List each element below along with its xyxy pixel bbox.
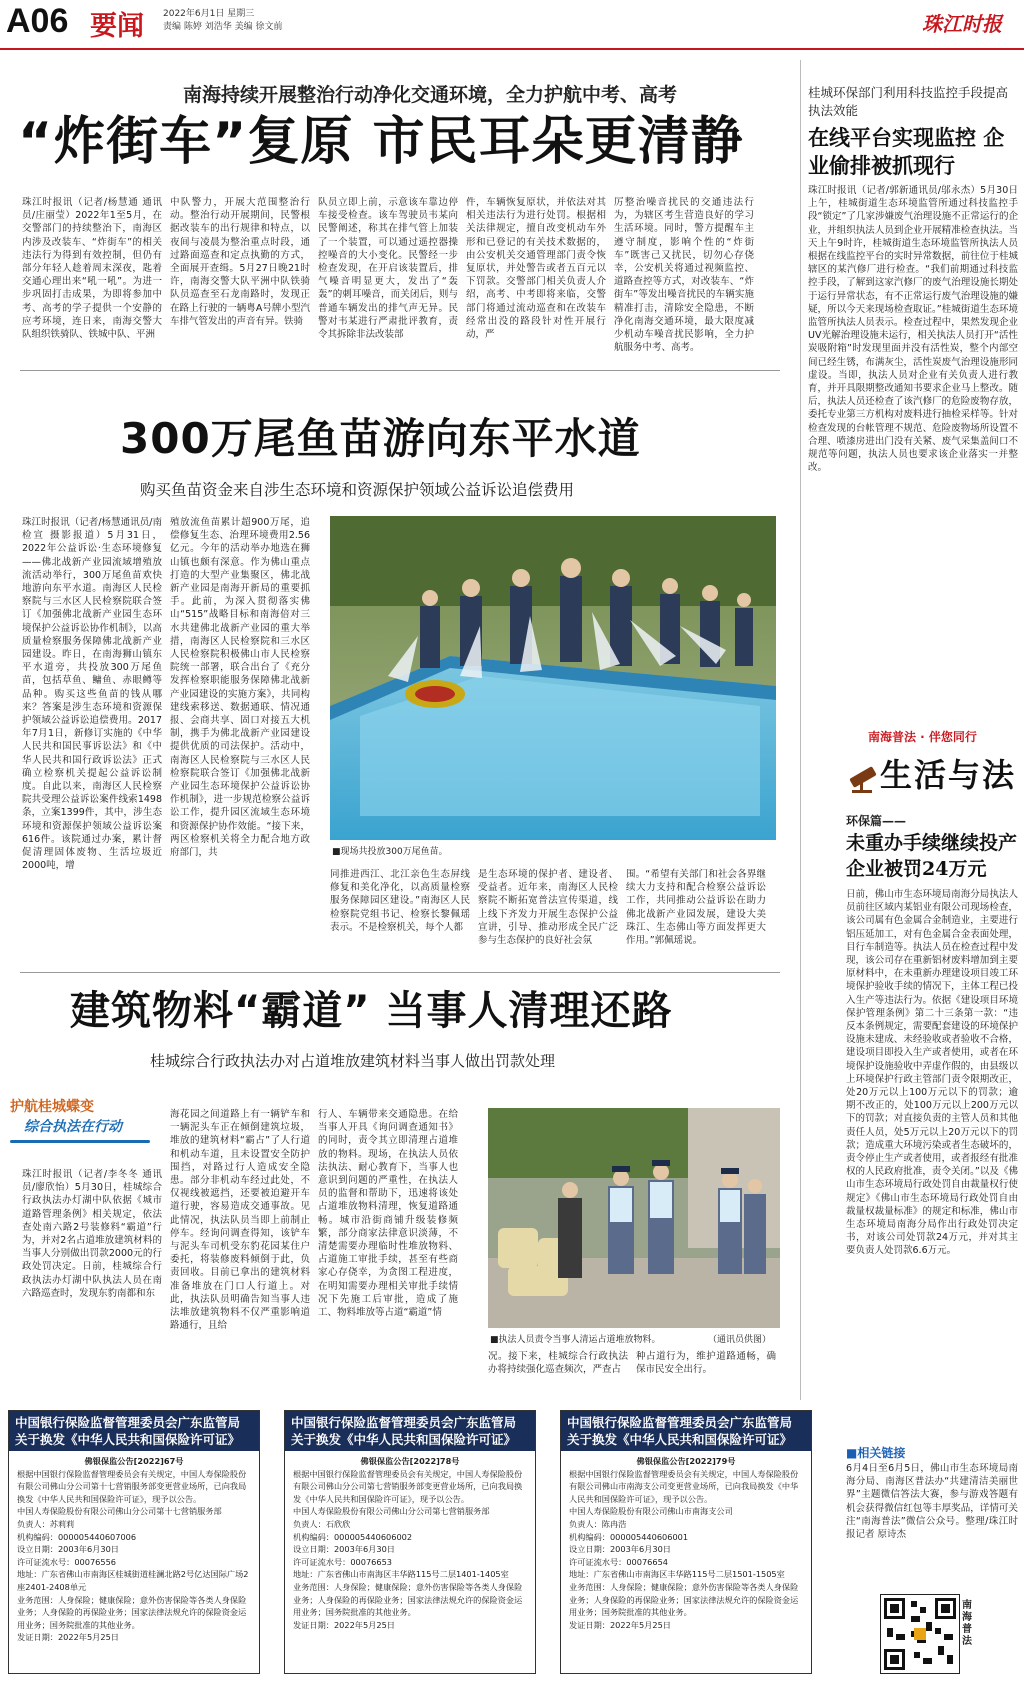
notice-header: [285, 1411, 535, 1451]
insurance-notice-3: [560, 1410, 812, 1674]
story3-col-5: 种占道行为，维护道路通畅，确保市民安全出行。: [636, 1351, 776, 1376]
notice-header-line-2: 关于换发《中华人民共和国保险许可证》: [15, 1432, 241, 1447]
notice-line: 负责人：陈冉浩: [569, 1518, 627, 1529]
notice-line: 中国人寿保险股份有限公司佛山市南海支公司: [569, 1506, 733, 1517]
enforcement-photo: [488, 1108, 780, 1328]
insurance-notice-1: [8, 1410, 260, 1674]
divider: [20, 972, 780, 973]
notice-header-line-2: 关于换发《中华人民共和国保险许可证》: [567, 1432, 793, 1447]
notice-line: 设立日期：2003年6月30日: [569, 1544, 671, 1555]
story2-col-2: 殖放流鱼苗累计超900万尾，追偿修复生态、治理环境费用2.56亿元。今年的活动举办地选在狮山镇也颇有深意。作为佛山重点打造的大型产业集聚区，佛北战新产业园是南海开新局的重要抓手。此前，为深入贯彻落实佛山“515”战略目标和南海倍对三水共建佛北战新产业园的重大举措，南海区人民检察院和三水区人民检察院积极佛山市人民检察院统一部署，联合出台了《充分发挥检察职能服务保障佛北战新产业园建设的实施方案》，共同构建线索移送、数据通联、情况通报、会商共享、固口对接五大机制，携手为佛北战新产业园建设提供优质的司法保护。活动中，南海区人民检察院与三水区人民检察院联合签订《加强佛北战新产业园生态环境保护公益诉讼协作机制》，进一步规范检察公益诉讼工作，提升园区流域生态环境和资源保护协作效能。“接下来，两区检察机关将全力配合地方政府部门，共: [170, 517, 310, 859]
story3-col-4: 况。接下来，桂城综合行政执法办将持续强化巡查频次，严查占: [488, 1351, 628, 1376]
enforcement-photo-art: [488, 1108, 780, 1328]
story2-col-5: 围。“希望有关部门和社会各界继续大力支持和配合检察公益诉讼工作，共同推动公益诉讼在助力佛北战新产业园发展，建设大美珠江、生态佛山等方面发挥更大作用。”郭佩瑶说。: [626, 869, 766, 947]
story2-headline: 300万尾鱼苗游向东平水道: [120, 414, 641, 463]
sidebar1-kicker: 桂城环保部门利用科技监控手段提高执法效能: [808, 85, 1009, 118]
story1-headline: “炸街车”复原 市民耳朵更清静: [18, 112, 744, 172]
issue-date: 2022年6月1日 星期三: [163, 9, 255, 19]
story1-col-4: 件，车辆恢复原状，并依法对其相关违法行为进行处罚。根据相关法律规定，擅自改变机动车外形和已登记的有关技术数据的，由公安机关交通管理部门责令恢复原状，并处警告或者五百元以下罚款。交警部门相关负责人介绍，高考、中考即将来临，交警部门将通过流动巡查和在改装车经常出没的路段针对性开展行动，严: [466, 197, 606, 341]
notice-line: 负责人：石欣欣: [293, 1518, 351, 1529]
page-number: A06: [6, 2, 69, 40]
notice-line: 业务范围：人身保险；健康保险；意外伤害保险等各类人身保险业务；人身保险的再保险业务；国家法律法规允许的保险资金运用业务；国务院批准的其他业务。: [17, 1594, 247, 1630]
masthead-rule: [0, 48, 1024, 50]
story1-col-3: 队员立即上前，示意该车靠边停车接受检查。该车驾驶员韦某向民警阐述，称其在排气管上加装了一个装置，可以通过遥控器操控噪音的大小变化。民警经一步检查发现，在开启该装置后，排气噪音明显更大，发出了“轰轰”的刺耳噪音，而关闭后，则与普通车辆发出的排气声无异。民警对韦某进行严肃批评教育，责令其拆除非法改装部: [318, 197, 458, 341]
newspaper-logo: 珠江时报: [922, 12, 1002, 36]
story3-col-3: 行人、车辆带来交通隐患。在给当事人开具《询问调查通知书》的同时，责令其立即清理占道堆放的物料。现场，在执法人员依法执法、耐心教育下，当事人也意识到问题的严重性，在执法人员的监督和帮助下，迅速将该处占道堆放物料清理，恢复道路通畅。城市沿街商铺升级装修频繁，部分商家法律意识淡薄，不清楚需要办理临时性堆放物料、占道施工审批手续，甚至有些商家心存侥幸，为贪图工程进度，在明知需要办理相关审批手续情况下先施工后审批，造成了施工、物料堆放等占道“霸道”情: [318, 1109, 458, 1319]
notice-line: 中国人寿保险股份有限公司佛山分公司第七营销服务部: [293, 1506, 490, 1517]
notice-header-line-1: 中国银行保险监督管理委员会广东监管局: [567, 1415, 793, 1430]
sidebar1-headline: 在线平台实现监控 企业偷排被抓现行: [808, 125, 1005, 178]
notice-header: [9, 1411, 259, 1451]
story1-col-5: 厉整治噪音扰民的交通违法行为，为辖区考生营造良好的学习生活环境。同时，警方提醒车主遵守制度，影响个性的“炸街车”既害己又扰民，切勿心存侥幸，公安机关将通过视频监控、道路查控等方式，对改装车、“炸街车”等发出噪音扰民的车辆实施精准打击，清除安全隐患，不断净化南海交通环境，最大限度减少机动车噪音扰民影响，全力护航服务中考、高考。: [614, 197, 754, 354]
notice-line: 地址：广东省佛山市南海区丰华路115号二层1501-1505室: [569, 1569, 785, 1580]
story1-col-2: 中队警力，开展大范围整治行动。整治行动开展期间，民警根据改装车的出行规律和特点，以夜间与凌晨为整治重点时段，通过路面巡查和定点执勤的方式，全面展开查缉。5月27日晚21时许，南海交警大队平洲中队铁骑队员巡查至石龙南路时，发现正在路上行驶的一辆粤A号牌小型汽车排气管发出的声音有异。铁骑: [170, 197, 310, 327]
notice-intro: 根据中国银行保险监督管理委员会有关规定，中国人寿保险股份有限公司佛山分公司第七营销服务部变更营业场所，已向我局换发《中华人民共和国保险许可证》，现予以公告。: [293, 1468, 523, 1504]
fish-release-photo-art: [330, 516, 776, 840]
notice-header-line-1: 中国银行保险监督管理委员会广东监管局: [15, 1415, 241, 1430]
related-link-body: 6月4日至6月5日，佛山市生态环境局南海分局、南海区普法办“共建清洁美丽世界”主题微信答法大赛，参与游戏答题有机会获得微信红包等丰厚奖品，详情可关注“南海普法”微信公众号。整理/珠江时报记者 原诗杰: [846, 1463, 1018, 1541]
qr-label: 南海普法: [962, 1600, 972, 1647]
notice-doc-no: 佛银保监公告[2022]78号: [360, 1456, 460, 1466]
story3-col-1: 珠江时报讯（记者/李冬冬 通讯员/廖欣怡）5月30日，桂城综合行政执法办灯湖中队依据《城市道路管理条例》相关规定，依法查处南六路2号装修料“霸道”行为，并对2名占道堆放建筑材料的当事人分别做出罚款2000元的行政处罚决定。日前，桂城综合行政执法办灯湖中队执法人员在南六路巡查时，发现东豹南都和东: [22, 1169, 162, 1299]
notice-line: 中国人寿保险股份有限公司佛山分公司第十七营销服务部: [17, 1506, 222, 1517]
notice-line: 机构编码：000005440606002: [293, 1531, 413, 1542]
column-divider: [800, 60, 801, 1400]
story3-col-2: 海花园之间道路上有一辆铲车和一辆泥头车正在倾倒建筑垃圾，堆放的建筑材料“霸占”了人行道和机动车道，且未设置安全防护围挡，对路过行人造成安全隐患。部分非机动车经过此处，不仅视线被遮挡，还要被迫避开车道行驶，容易造成交通事故。见此情况，执法队员当即上前制止停车。经询问调查得知，该铲车与泥头车司机受东豹花园某住户委托，将装修废料倾倒于此，负责回收。目前已拿出的建筑材料准备堆放在门口人行道上。对此，执法队员明确告知当事人违法堆放建筑物料不仅严重影响道路通行，且给: [170, 1109, 310, 1332]
enforcement-badge: [10, 1096, 160, 1158]
sidebar2-logo: [846, 748, 1016, 794]
notice-line: 业务范围：人身保险；健康保险；意外伤害保险等各类人身保险业务；人身保险的再保险业务；国家法律法规允许的保险资金运用业务；国务院批准的其他业务。: [293, 1581, 523, 1618]
notice-body: [561, 1451, 811, 1635]
story2-col-4: 是生态环境的保护者、建设者、受益者。近年来，南海区人民检察院不断拓宽普法宣传渠道，线上线下齐发力开展生态保护公益宣讲，引导、推动形成全民广泛参与生态保护的良好社会氛: [478, 869, 618, 947]
notice-line: 许可证流水号：00076654: [569, 1556, 668, 1567]
story2-col-3: 同推进西江、北江亲色生态屏线修复和美化净化，以高质量检察服务保障园区建设。”南海区人民检察院党组书记、检察长黎佩瑶表示。不是检察机关，每个人都: [330, 869, 470, 933]
story1-col-1: 珠江时报讯（记者/杨慧通 通讯员/庄丽莹）2022年1至5月，在交警部门的持续整治下，南海区内涉及改装车、“炸街车”的相关违法行为得到有效控制，但仍有部分年轻人趁着周末深夜，匙着交通心理出来“吼一吼”。为进一步巩固打击成果，为即将参加中考、高考的学子提供一个安静的应考环境，连日来，南海交警大队组织铁骑队、铁城中队、平洲: [22, 197, 162, 341]
notice-line: 业务范围：人身保险；健康保险；意外伤害保险等各类人身保险业务；人身保险的再保险业务；国家法律法规允许的保险资金运用业务；国务院批准的其他业务。: [569, 1581, 799, 1618]
editor-credits: 责编 陈婷 刘浩华 美编 徐文前: [163, 22, 283, 32]
qr-code-pattern: [881, 1595, 959, 1673]
notice-header: [561, 1411, 811, 1451]
divider: [20, 370, 780, 371]
fish-release-photo: [330, 516, 776, 840]
story1-subhead: 南海持续开展整治行动净化交通环境，全力护航中考、高考: [182, 84, 677, 106]
story2-col-1: 珠江时报讯（记者/杨慧通讯员/南检宣 摄影报道）5月31日，2022年公益诉讼·生态环境修复——佛北战新产业园流域增殖放流活动举行，300万尾鱼苗欢快地游向东平水道。南海区人民检察院与三水区人民检察院联合签订《加强佛北战新产业园生态环境保护公益诉讼协作机制》，以高质量检察服务保障佛北战新产业园建设。昨日，在南海狮山镇东平水道旁，共投放300万尾鱼苗，包括草鱼、鳙鱼、赤眼鳟等品种。购买这些鱼苗的钱从哪来？答案是涉生态环境和资源保护领域公益诉讼追偿费用。2017年7月1日，新修订实施的《中华人民共和国民事诉讼法》和《中华人民共和国行政诉讼法》正式确立检察机关提起公益诉讼制度。自此以来，南海区人民检察院共受理公益诉讼案件线索1498条，立案1399件，其中，涉生态环境和资源保护领域公益诉讼案616件。该院通过办案，累计督促清理固体废物、生活垃圾近2000吨，增: [22, 517, 162, 872]
sidebar2-headline: 未重办手续继续投产 企业被罚24万元: [846, 832, 1018, 880]
badge-line-2: 综合执法在行动: [24, 1119, 122, 1135]
notice-line: 发证日期：2022年5月25日: [293, 1619, 395, 1630]
story3-headline: 建筑物料“霸道” 当事人清理还路: [70, 988, 673, 1034]
notice-intro: 根据中国银行保险监督管理委员会有关规定，中国人寿保险股份有限公司佛山分公司第十七营销服务部变更营业场所，已向我局换发《中华人民共和国保险许可证》，现予以公告。: [17, 1468, 247, 1504]
badge-underline: [10, 1140, 150, 1143]
sidebar2-badge: 南海普法 · 伴您同行: [868, 730, 977, 744]
story3-subhead: 桂城综合行政执法办对占道堆放建筑材料当事人做出罚款处理: [150, 1052, 556, 1070]
badge-line-1: 护航桂城蝶变: [10, 1099, 94, 1115]
enforcement-photo-caption: ■执法人员责令当事人清运占道堆放物料。: [490, 1335, 661, 1345]
notice-line: 设立日期：2003年6月30日: [17, 1544, 119, 1555]
qr-code-icon[interactable]: [880, 1594, 960, 1674]
notice-doc-no: 佛银保监公告[2022]79号: [636, 1456, 736, 1466]
notice-line: 设立日期：2003年6月30日: [293, 1544, 395, 1555]
fish-photo-caption: ■现场共投放300万尾鱼苗。: [332, 847, 448, 857]
notice-line: 许可证流水号：00076556: [17, 1556, 116, 1567]
notice-line: 许可证流水号：00076653: [293, 1556, 392, 1567]
insurance-notice-2: [284, 1410, 536, 1674]
notice-header-line-2: 关于换发《中华人民共和国保险许可证》: [291, 1432, 517, 1447]
notice-line: 发证日期：2022年5月25日: [569, 1619, 671, 1630]
notice-line: 地址：广东省佛山市南海区丰华路115号二层1401-1405室: [293, 1569, 509, 1580]
notice-line: 发证日期：2022年5月25日: [17, 1632, 119, 1643]
enforcement-photo-credit: （通讯员供图）: [708, 1335, 772, 1345]
notice-line: 机构编码：000005440607006: [17, 1531, 137, 1542]
notice-header-line-1: 中国银行保险监督管理委员会广东监管局: [291, 1415, 517, 1430]
related-link-label: ■相关链接: [846, 1446, 906, 1460]
dateline: [163, 8, 282, 34]
notice-intro: 根据中国银行保险监督管理委员会有关规定，中国人寿保险股份有限公司佛山市南海支公司变更营业场所，已向我局换发《中华人民共和国保险许可证》，现予以公告。: [569, 1468, 799, 1504]
notice-body: [285, 1451, 535, 1635]
sidebar2-logo-text: 生活与法: [880, 756, 1017, 794]
notice-line: 负责人：苏莉莉: [17, 1518, 75, 1529]
notice-doc-no: 佛银保监公告[2022]67号: [84, 1456, 184, 1466]
sidebar1-body: 珠江时报讯（记者/郭新通讯员/邬永杰）5月30日上午，桂城街道生态环境监管所通过科技监控手段“锁定”了几家涉嫌废气治理设施不正常运行的企业，并组织执法人员到企业开展精准检查执法。当天上午9时许，桂城街道生态环境监管所执法人员根据在线监控平台的实时异常数据，前往位于桂城辖区的某汽修厂进行检查。“我们前期通过科技监控手段，了解到这家汽修厂的废气治理设施长期处于运行异常状态，有不正常运行废气治理设施的嫌疑，所以今天来现场检查取证。”桂城街道生态环境监管所执法人员表示。检查过程中，果然发现企业UV光解治理设施未运行，相关执法人员打开“活性炭吸附箱”时发现里面并没有活性炭，整个内部空间已经生锈，布满灰尘，活性炭废气治理设施形同虚设。当即，执法人员对企业有关负责人进行教育，并开具限期整改通知书要求企业马上整改。随后，执法人员还检查了该汽修厂的危险废物存放，委托专业第三方机构对废料进行抽检采样等。针对检查发现的台帐管理不规范、危险废物场所设置不合理、喷漆房进出门没有关紧、废气采集盖间口不规范等问题，执法人员也要求该企业落实一并整改。: [808, 185, 1018, 474]
sidebar2-section: 环保篇——: [846, 814, 907, 828]
notice-line: 地址：广东省佛山市南海区桂城街道桂澜北路2号亿达国际广场2座2401-2408单元: [17, 1569, 249, 1592]
notice-line: 机构编码：000005440606001: [569, 1531, 689, 1542]
story2-subhead: 购买鱼苗资金来自涉生态环境和资源保护领域公益诉讼追偿费用: [140, 481, 575, 499]
section-title: 要闻: [90, 11, 144, 42]
sidebar2-body: 日前，佛山市生态环境局南海分局执法人员前往区域内某铝业有限公司现场检查，该公司属有色金属合金制造业，主要进行铝压延加工，对有色金属合金表面处理，目行车制造等。执法人员在检查过程中发现，该公司存在重新铝材废料增加到主要原材料中，在未重新办理建设项目竣工环境保护验收手续的情况下，主体工程已投入生产等违法行为。依据《建设项目环境保护管理条例》第二十三条第一款：“违反本条例规定，需要配套建设的环境保护设施未建成、未经验收或者验收不合格，建设项目即投入生产或者使用，或者在环境保护设施验收中弄虚作假的，由县级以上环境保护行政主管部门责令限期改正，处20万元以上100万元以下的罚款；逾期不改正的，处100万元以上200万元以下的罚款；对直接负责的主管人员和其他责任人员，处5万元以上20万元以下的罚款；造成重大环境污染或者生态破坏的，责令停止生产或者使用，或者报经有批准权的人民政府批准，责令关闭。”以及《佛山市生态环境局行政处罚自由裁量权行使规定》《佛山市生态环境局行政处罚自由裁量权裁量标准》的规定和标准，佛山市生态环境局南海分局作出行政处罚决定书，对该公司处罚款24万元，并对其主要负责人处罚款6.6万元。: [846, 889, 1018, 1257]
notice-body: [9, 1451, 259, 1648]
